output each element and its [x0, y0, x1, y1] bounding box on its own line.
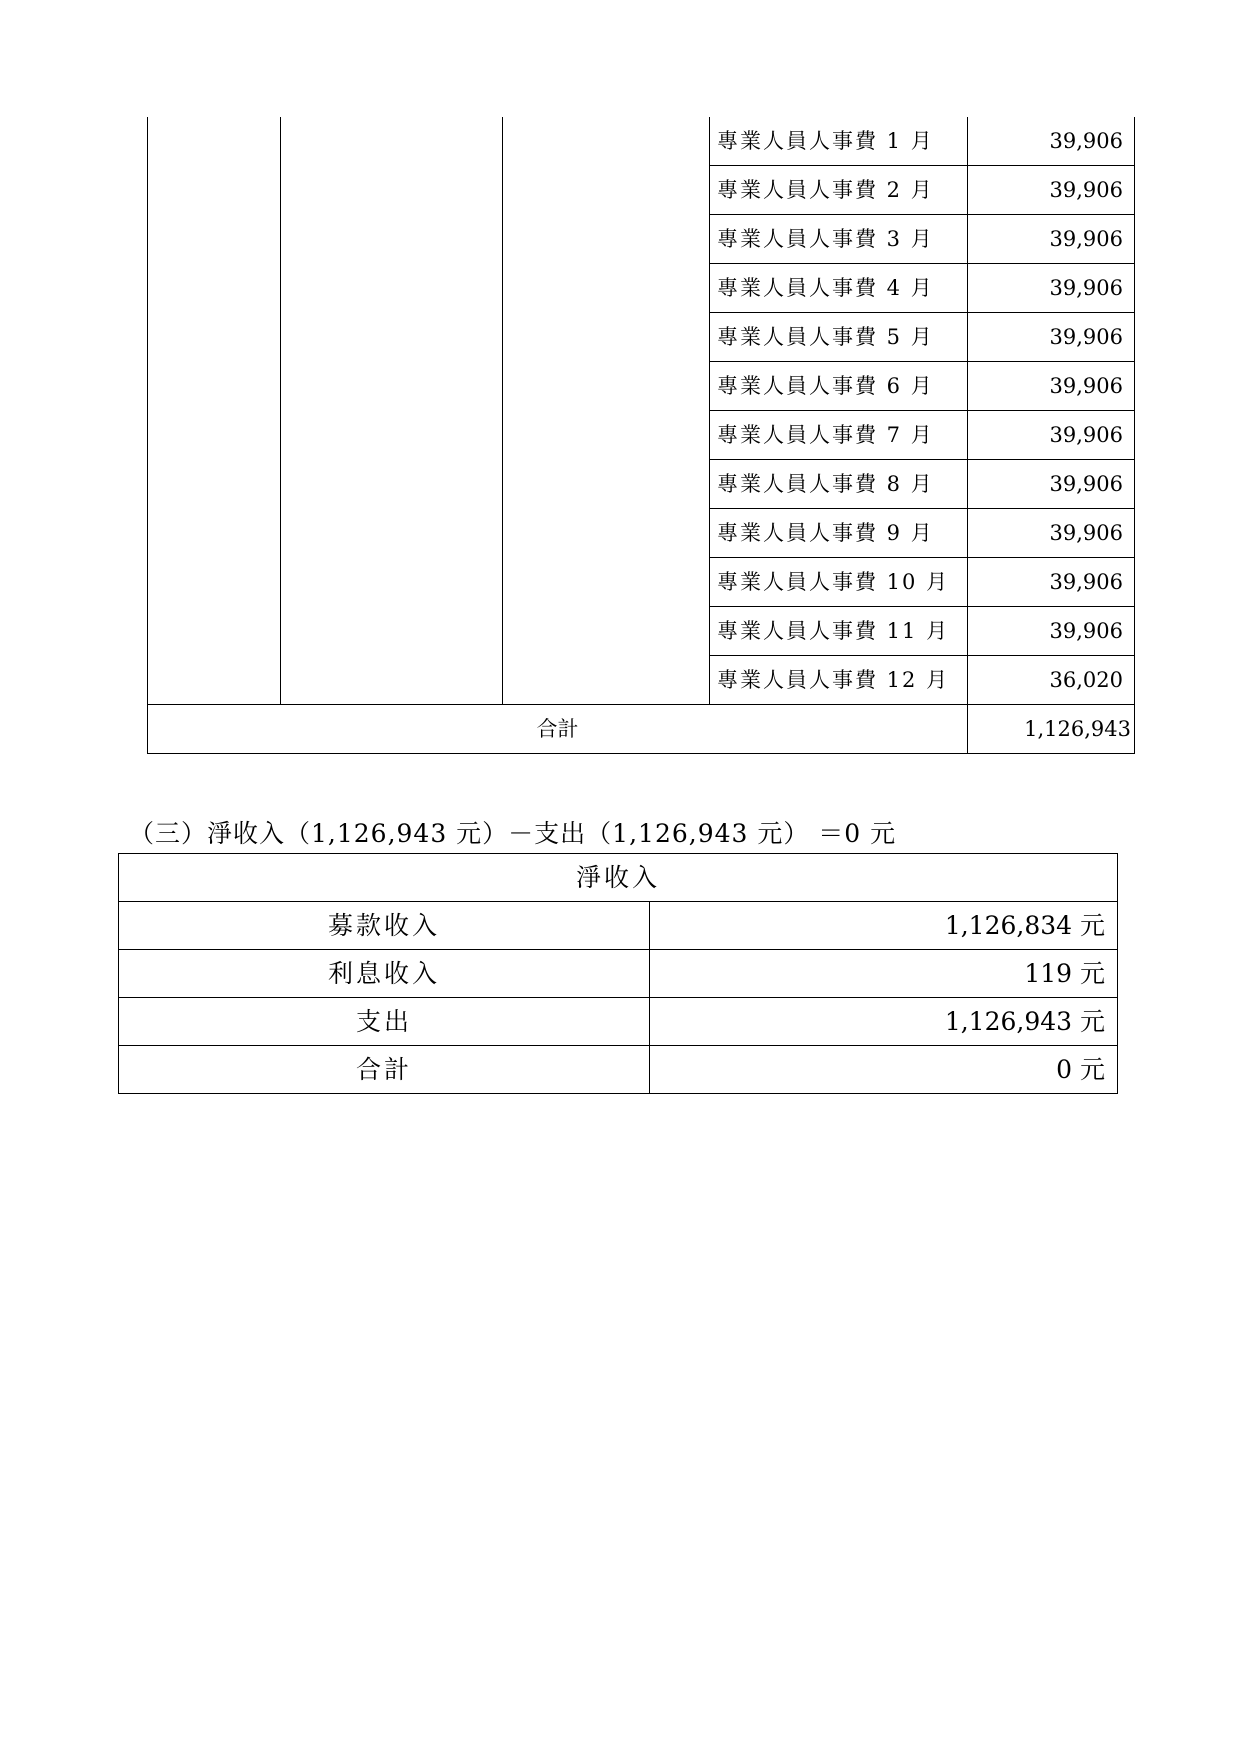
expense-amount: 39,906	[968, 117, 1135, 166]
row-label: 支出	[119, 998, 650, 1046]
total-row	[148, 705, 1135, 754]
net-income-header: 淨收入	[119, 854, 1118, 902]
row-value: 1,126,834 元	[650, 902, 1118, 950]
expense-amount: 39,906	[968, 509, 1135, 558]
net-income-row	[119, 902, 1118, 950]
section-heading: （三）淨收入（1,126,943 元）－支出（1,126,943 元） ＝0 元	[129, 819, 897, 848]
expense-item-label: 專業人員人事費 12 月	[710, 656, 968, 705]
total-amount: 1,126,943	[968, 705, 1135, 754]
blank-merged-cell	[281, 117, 503, 705]
row-value: 0 元	[650, 1046, 1118, 1094]
row-label: 利息收入	[119, 950, 650, 998]
expense-amount: 39,906	[968, 264, 1135, 313]
expense-item-label: 專業人員人事費 5 月	[710, 313, 968, 362]
net-income-row	[119, 998, 1118, 1046]
net-income-row	[119, 950, 1118, 998]
expense-item-label: 專業人員人事費 6 月	[710, 362, 968, 411]
expense-amount: 39,906	[968, 166, 1135, 215]
expense-item-label: 專業人員人事費 11 月	[710, 607, 968, 656]
row-label: 募款收入	[119, 902, 650, 950]
expense-table	[147, 117, 1135, 754]
net-income-table	[118, 853, 1118, 1094]
expense-amount: 39,906	[968, 362, 1135, 411]
expense-item-label: 專業人員人事費 7 月	[710, 411, 968, 460]
expense-amount: 39,906	[968, 313, 1135, 362]
expense-item-label: 專業人員人事費 10 月	[710, 558, 968, 607]
expense-amount: 39,906	[968, 460, 1135, 509]
blank-merged-cell	[503, 117, 710, 705]
net-income-header-row	[119, 854, 1118, 902]
expense-item-label: 專業人員人事費 2 月	[710, 166, 968, 215]
expense-amount: 39,906	[968, 215, 1135, 264]
expense-amount: 39,906	[968, 558, 1135, 607]
row-value: 1,126,943 元	[650, 998, 1118, 1046]
expense-item-label: 專業人員人事費 4 月	[710, 264, 968, 313]
total-label: 合計	[148, 705, 968, 754]
expense-amount: 36,020	[968, 656, 1135, 705]
row-label: 合計	[119, 1046, 650, 1094]
expense-item-label: 專業人員人事費 1 月	[710, 117, 968, 166]
row-value: 119 元	[650, 950, 1118, 998]
expense-item-label: 專業人員人事費 3 月	[710, 215, 968, 264]
expense-item-label: 專業人員人事費 8 月	[710, 460, 968, 509]
expense-row	[148, 117, 1135, 166]
blank-merged-cell	[148, 117, 281, 705]
expense-amount: 39,906	[968, 411, 1135, 460]
expense-item-label: 專業人員人事費 9 月	[710, 509, 968, 558]
net-income-total-row	[119, 1046, 1118, 1094]
expense-amount: 39,906	[968, 607, 1135, 656]
